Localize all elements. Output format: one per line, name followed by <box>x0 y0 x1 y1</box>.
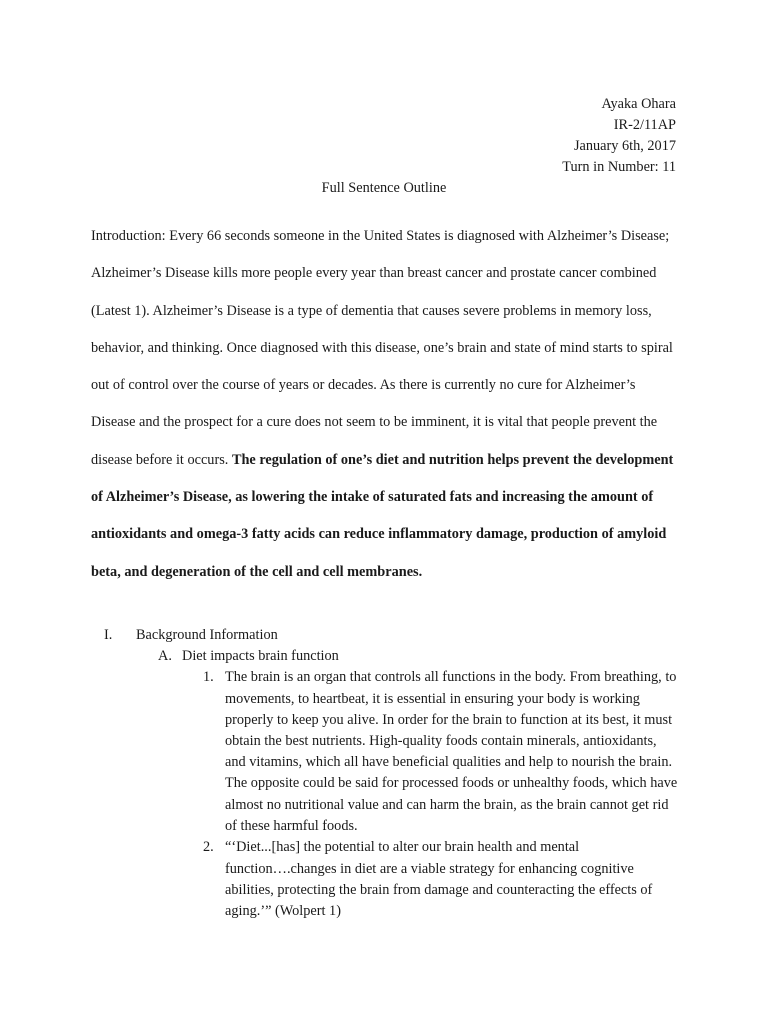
point-number: 1. <box>203 669 214 686</box>
author-name: Ayaka Ohara <box>601 96 676 112</box>
point-text: The brain is an organ that controls all functions in the body. From breathing, to movements, to heartbeat, it is essential in ensuring your body is working properly to keep you alive. In order for the brain to function at its best, it must obtain the best nutrients. High-quality foods contain minerals, antioxidants, and vitamins, which all have beneficial qualities and help to nourish the brain. The opposite could be said for processed foods or unhealthy foods, which have almost no nutritional value and can harm the brain, as the brain cannot get rid of these harmful foods. <box>225 669 678 834</box>
subsection-heading: Diet impacts brain function <box>182 648 339 665</box>
point-number: 2. <box>203 839 214 856</box>
introduction-paragraph <box>91 218 678 591</box>
section-numeral: I. <box>104 627 113 643</box>
document-title: Full Sentence Outline <box>321 180 447 196</box>
outline-point-2 <box>0 837 768 927</box>
header-block <box>562 94 676 178</box>
outline-point-1 <box>0 667 768 837</box>
subsection-letter: A. <box>158 648 172 665</box>
outline-section-1 <box>0 625 768 646</box>
introduction-text: Introduction: Every 66 seconds someone in the United States is diagnosed with Alzheimer’s Disease; Alzheimer’s Disease kills more people every year than breast cancer and prostate cancer combined (Latest 1). Alzheimer’s Disease is a type of dementia that causes severe problems in memory loss, behavior, and thinking. Once diagnosed with this disease, one’s brain and state of mind starts to spiral out of control over the course of years or decades. As there is currently no cure for Alzheimer’s Disease and the prospect for a cure does not seem to be imminent, it is vital that people prevent the disease before it occurs. <box>91 228 673 468</box>
thesis-statement: The regulation of one’s diet and nutrition helps prevent the development of Alzheimer’s Disease, as lowering the intake of saturated fats and increasing the amount of antioxidants and omega-3 fatty acids can reduce inflammatory damage, production of amyloid beta, and degeneration of the cell and cell membranes. <box>91 451 674 580</box>
point-text: “‘Diet...[has] the potential to alter our brain health and mental function….changes in diet are a viable strategy for enhancing cognitive abilities, protecting the brain from damage and counteracting the effects of aging.’” (Wolpert 1) <box>225 839 653 919</box>
section-heading: Background Information <box>136 627 278 643</box>
document-date: January 6th, 2017 <box>573 138 676 154</box>
turn-in-number: Turn in Number: 11 <box>562 159 676 175</box>
class-code: IR-2/11AP <box>613 117 676 133</box>
outline <box>0 625 768 927</box>
outline-subsection-a <box>0 646 768 667</box>
